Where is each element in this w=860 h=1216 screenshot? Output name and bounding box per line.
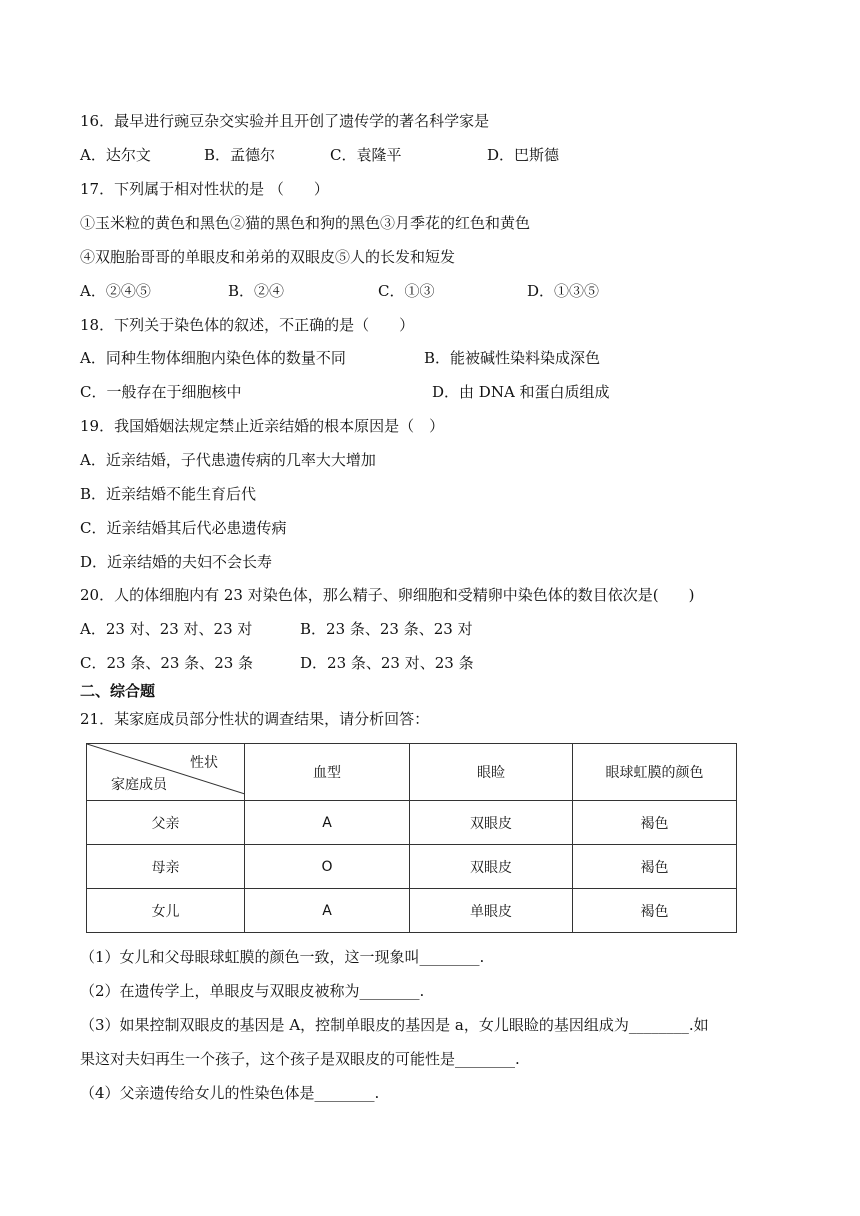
q18-option-a: A．同种生物体细胞内染色体的数量不同: [80, 349, 346, 367]
q20-option-a: A．23 对、23 对、23 对: [80, 620, 253, 638]
cell-member: 女儿: [87, 889, 245, 933]
section-heading: 二、综合题: [80, 682, 156, 700]
q20-stem: 20．人的体细胞内有 23 对染色体，那么精子、卵细胞和受精卵中染色体的数目依次是( ): [80, 586, 695, 604]
q16-option-d: D．巴斯德: [487, 146, 560, 164]
q19-option-c: C．近亲结婚其后代必患遗传病: [80, 519, 287, 537]
q18-option-b: B．能被碱性染料染成深色: [424, 349, 601, 367]
corner-label-member: 家庭成员: [111, 777, 167, 793]
cell-iris-color: 褐色: [573, 889, 737, 933]
cell-member: 母亲: [87, 845, 245, 889]
q18-option-d: D．由 DNA 和蛋白质组成: [432, 383, 610, 401]
q21-sub-question-3b: 果这对夫妇再生一个孩子，这个孩子是双眼皮的可能性是________.: [80, 1050, 520, 1068]
cell-eyelid: 单眼皮: [410, 889, 573, 933]
table-row: [87, 889, 737, 933]
cell-blood-type: A: [245, 801, 410, 845]
q19-option-a: A．近亲结婚，子代患遗传病的几率大大增加: [80, 451, 376, 469]
q21-sub-question-3a: （3）如果控制双眼皮的基因是 A，控制单眼皮的基因是 a，女儿眼睑的基因组成为________.如: [80, 1016, 709, 1034]
q16-option-b: B．孟德尔: [204, 146, 276, 164]
q21-sub-question-2: （2）在遗传学上，单眼皮与双眼皮被称为________.: [80, 982, 425, 1000]
q16-stem: 16．最早进行豌豆杂交实验并且开创了遗传学的著名科学家是: [80, 112, 490, 130]
q21-stem: 21．某家庭成员部分性状的调查结果，请分析回答：: [80, 710, 430, 728]
q16-option-a: A．达尔文: [80, 146, 151, 164]
q18-stem: 18．下列关于染色体的叙述，不正确的是（ ）: [80, 316, 415, 334]
cell-iris-color: 褐色: [573, 845, 737, 889]
q17-option-a: A．②④⑤: [80, 282, 151, 300]
q20-option-b: B．23 条、23 条、23 对: [300, 620, 473, 638]
q21-sub-question-4: （4）父亲遗传给女儿的性染色体是________.: [80, 1084, 380, 1102]
q19-option-d: D．近亲结婚的夫妇不会长寿: [80, 553, 273, 571]
q17-option-d: D．①③⑤: [527, 282, 600, 300]
q19-stem: 19．我国婚姻法规定禁止近亲结婚的根本原因是（ ）: [80, 417, 445, 435]
cell-eyelid: 双眼皮: [410, 845, 573, 889]
q17-line-2: ④双胞胎哥哥的单眼皮和弟弟的双眼皮⑤人的长发和短发: [80, 248, 456, 266]
header-iris-color: 眼球虹膜的颜色: [573, 744, 737, 801]
cell-iris-color: 褐色: [573, 801, 737, 845]
table-row: [87, 801, 737, 845]
q20-option-d: D．23 条、23 对、23 条: [300, 654, 474, 672]
header-blood-type: 血型: [245, 744, 410, 801]
q17-stem: 17．下列属于相对性状的是 （ ）: [80, 180, 329, 198]
cell-blood-type: O: [245, 845, 410, 889]
q17-option-c: C．①③: [378, 282, 435, 300]
q19-option-b: B．近亲结婚不能生育后代: [80, 485, 257, 503]
table-header-row: [87, 744, 737, 801]
survey-table: [86, 743, 737, 933]
table-corner-cell: [87, 744, 245, 801]
q18-option-c: C．一般存在于细胞核中: [80, 383, 242, 401]
table-row: [87, 845, 737, 889]
q17-line-1: ①玉米粒的黄色和黑色②猫的黑色和狗的黑色③月季花的红色和黄色: [80, 214, 531, 232]
header-eyelid: 眼睑: [410, 744, 573, 801]
q21-sub-question-1: （1）女儿和父母眼球虹膜的颜色一致，这一现象叫________.: [80, 948, 485, 966]
cell-eyelid: 双眼皮: [410, 801, 573, 845]
q20-option-c: C．23 条、23 条、23 条: [80, 654, 254, 672]
cell-member: 父亲: [87, 801, 245, 845]
q16-option-c: C．袁隆平: [330, 146, 402, 164]
corner-label-trait: 性状: [190, 755, 218, 771]
cell-blood-type: A: [245, 889, 410, 933]
q17-option-b: B．②④: [228, 282, 285, 300]
